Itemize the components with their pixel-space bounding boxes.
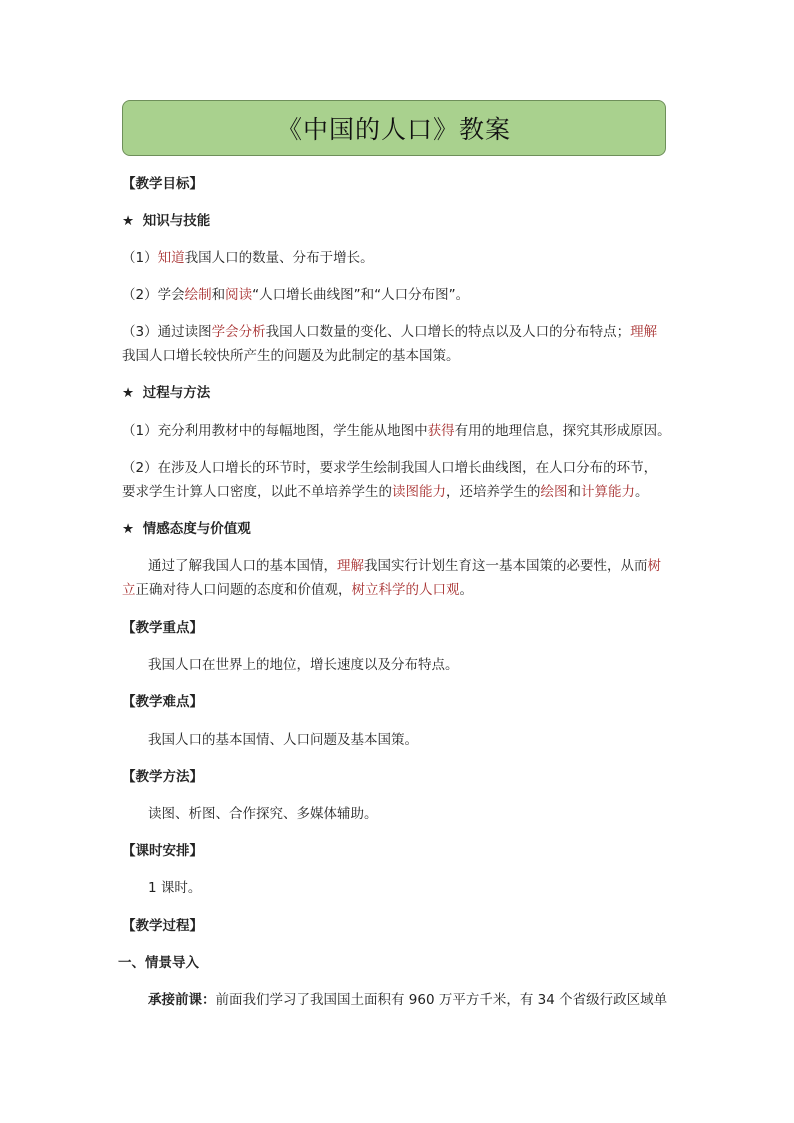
title-banner [122,100,666,156]
heading-difficulty: 【教学难点】 [122,694,203,710]
process-item-2: （2）在涉及人口增长的环节时，要求学生绘制我国人口增长曲线图，在人口分布的环节， [122,460,658,476]
section-intro: 一、情景导入 [118,955,199,971]
knowledge-item-3: （3）通过读图学会分析我国人口数量的变化、人口增长的特点以及人口的分布特点；理解 [122,324,658,340]
process-item-1: （1）充分利用教材中的每幅地图，学生能从地图中获得有用的地理信息，探究其形成原因。 [122,423,671,439]
lead-paragraph: 承接前课：前面我们学习了我国国土面积有 960 万平方千米，有 34 个省级行政区域单 [148,992,668,1008]
focus-text: 我国人口在世界上的地位，增长速度以及分布特点。 [148,657,459,673]
emotion-text: 通过了解我国人口的基本国情，理解我国实行计划生育这一基本国策的必要性，从而树 [148,558,661,574]
heading-method: 【教学方法】 [122,769,203,785]
method-text: 读图、析图、合作探究、多媒体辅助。 [148,806,378,822]
heading-schedule: 【课时安排】 [122,843,203,859]
star-icon: ★ [122,213,135,229]
subheading-emotion: ★ 情感态度与价值观 [122,518,682,540]
knowledge-item-1: （1）知道我国人口的数量、分布于增长。 [122,250,374,266]
subheading-knowledge: ★ 知识与技能 [122,210,682,232]
subheading-process: ★ 过程与方法 [122,382,682,404]
schedule-text: 1 课时。 [148,880,202,896]
heading-procedure: 【教学过程】 [122,918,203,934]
knowledge-item-3-cont: 我国人口增长较快所产生的问题及为此制定的基本国策。 [122,348,460,364]
knowledge-item-2: （2）学会绘制和阅读“人口增长曲线图”和“人口分布图”。 [122,287,470,303]
process-item-2-cont: 要求学生计算人口密度，以此不单培养学生的读图能力，还培养学生的绘图和计算能力。 [122,484,649,500]
emotion-text-cont: 立正确对待人口问题的态度和价值观，树立科学的人口观。 [122,582,473,598]
heading-focus: 【教学重点】 [122,620,203,636]
document-title: 《中国的人口》教案 [276,115,511,144]
star-icon: ★ [122,521,135,537]
star-icon: ★ [122,385,135,401]
heading-goals: 【教学目标】 [122,176,203,192]
difficulty-text: 我国人口的基本国情、人口问题及基本国策。 [148,732,418,748]
